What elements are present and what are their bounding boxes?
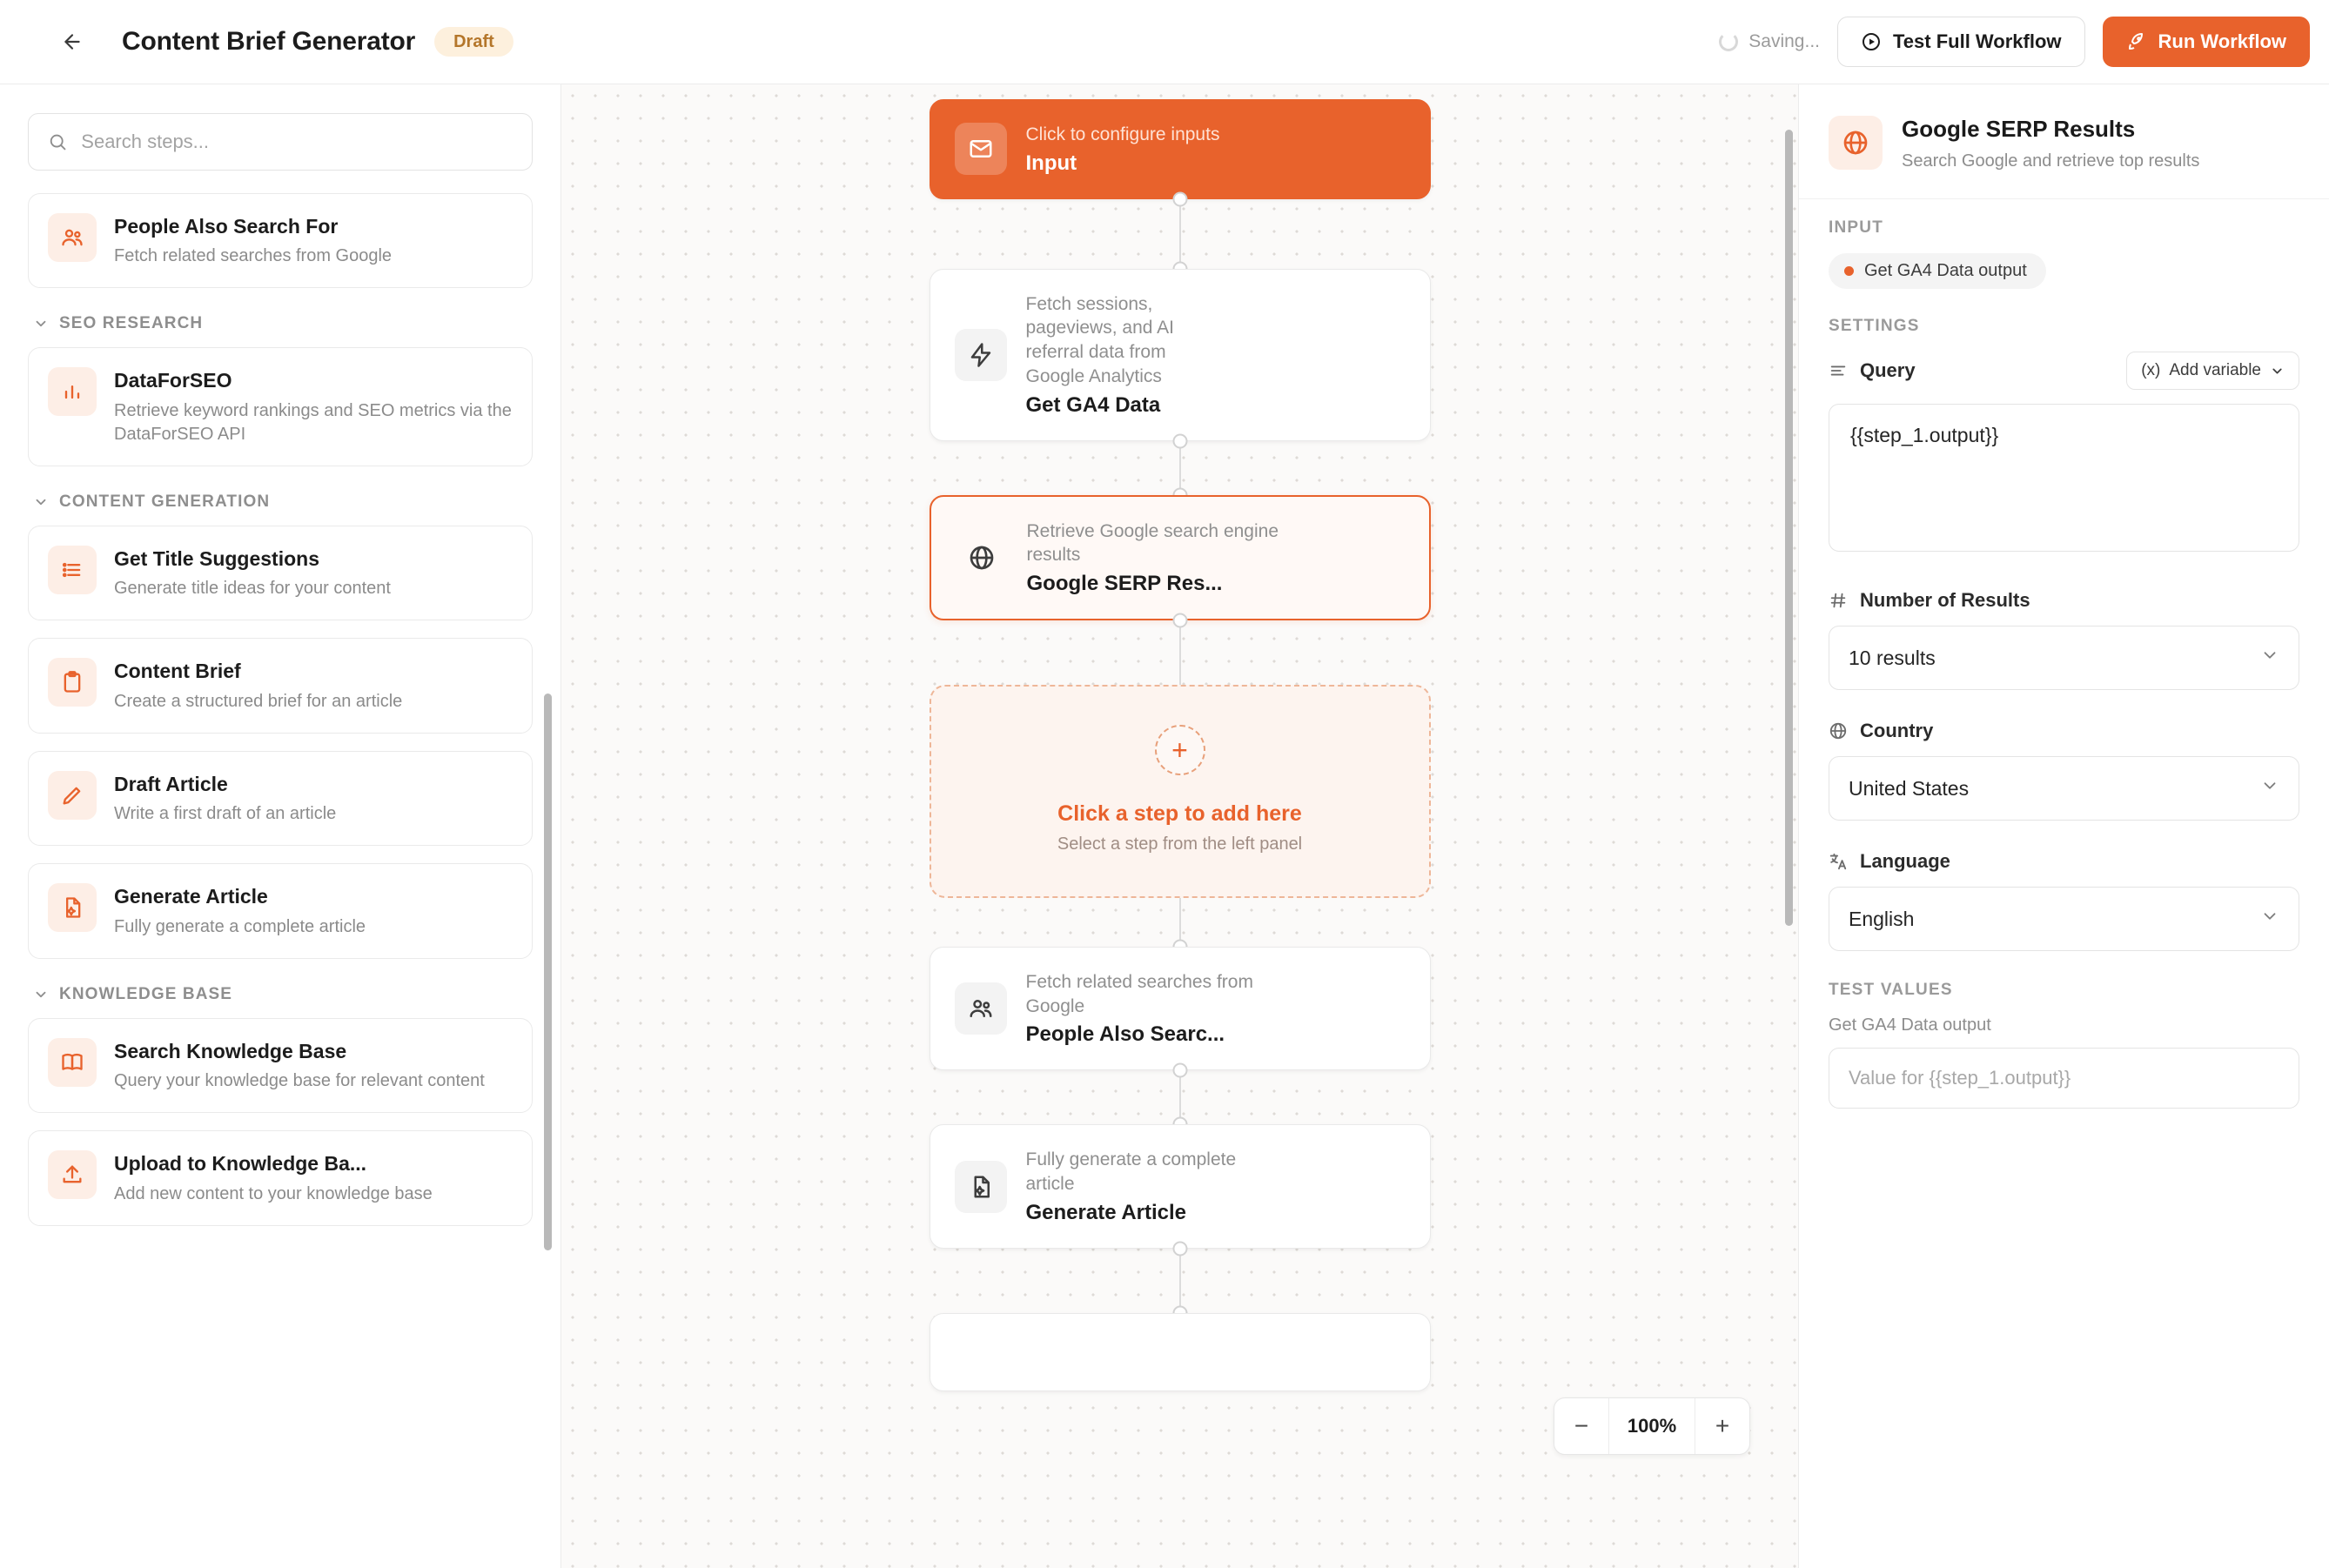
country-label: [1829, 720, 2299, 742]
lightning-icon: [955, 329, 1007, 381]
saving-label: Saving...: [1748, 31, 1820, 51]
chevron-down-icon: [2260, 776, 2279, 801]
document-spark-icon: [955, 1161, 1007, 1213]
list-item-desc: Write a first draft of an article: [114, 804, 337, 824]
inspector-body: [1799, 199, 2329, 1568]
section-header-knowledge-base[interactable]: [33, 985, 533, 1004]
pencil-icon: [48, 771, 97, 820]
list-item-title: People Also Search For: [114, 215, 339, 238]
canvas-scrollbar[interactable]: [1785, 130, 1793, 926]
number-of-results-label: [1829, 589, 2299, 612]
test-full-workflow-label: Test Full Workflow: [1893, 30, 2062, 52]
people-icon: [955, 982, 1007, 1035]
inbox-icon: [955, 123, 1007, 175]
connector: [1179, 441, 1181, 495]
node-subtitle: Click to configure inputs: [1025, 124, 1220, 144]
list-item[interactable]: [28, 1018, 533, 1113]
text-lines-icon: [1829, 361, 1848, 380]
test-value-input[interactable]: [1829, 1048, 2299, 1109]
country-label-text: Country: [1860, 720, 1934, 741]
list-item[interactable]: [28, 193, 533, 288]
search-icon: [48, 131, 67, 152]
back-button[interactable]: [52, 22, 92, 62]
list-item-desc: Generate title ideas for your content: [114, 579, 391, 599]
connector: [1179, 898, 1181, 947]
number-of-results-select[interactable]: [1829, 626, 2299, 690]
node-text: [1027, 519, 1288, 596]
dropzone-title: Click a step to add here: [1057, 801, 1302, 827]
list-item-text: [114, 883, 366, 938]
list-icon: [48, 546, 97, 594]
step-inspector-panel: [1798, 84, 2329, 1568]
inspector-subtitle: Search Google and retrieve top results: [1902, 151, 2200, 171]
workflow-node-generate-article[interactable]: [930, 1124, 1431, 1248]
language-value: English: [1849, 907, 1915, 930]
add-step-dropzone[interactable]: [930, 685, 1431, 898]
number-of-results-value: 10 results: [1849, 646, 1936, 669]
status-dot-icon: [1844, 266, 1854, 276]
number-of-results-label-text: Number of Results: [1860, 589, 2030, 611]
dropzone-subtitle: Select a step from the left panel: [1057, 834, 1303, 854]
upload-icon: [48, 1150, 97, 1199]
rocket-icon: [2126, 31, 2147, 52]
connector: [1179, 1249, 1181, 1313]
input-group-label: INPUT: [1829, 218, 1883, 237]
section-label: SEO RESEARCH: [59, 314, 204, 333]
query-textarea[interactable]: [1829, 404, 2299, 552]
list-item-text: [114, 546, 391, 600]
node-title: Generate Article: [1025, 1200, 1187, 1224]
inspector-header-text: [1902, 116, 2199, 172]
clipboard-icon: [48, 658, 97, 707]
list-item-title: Upload to Knowledge Ba...: [114, 1152, 367, 1176]
query-field-row: [1829, 352, 2299, 390]
workflow-flow: [930, 84, 1431, 1391]
run-workflow-button[interactable]: [2103, 17, 2310, 67]
connector-dot[interactable]: [1172, 191, 1187, 206]
arrow-left-icon: [61, 30, 84, 53]
list-item[interactable]: [28, 751, 533, 846]
list-item-text: [114, 771, 336, 826]
language-label-text: Language: [1860, 850, 1950, 872]
globe-icon: [1829, 116, 1883, 170]
page-title: Content Brief Generator: [122, 27, 416, 56]
node-subtitle: Fetch related searches from Google: [1025, 972, 1253, 1016]
list-item-title: Content Brief: [114, 660, 241, 683]
section-header-seo-research[interactable]: [33, 314, 533, 333]
chevron-down-icon: [33, 316, 49, 332]
country-select[interactable]: [1829, 756, 2299, 821]
node-text: [1026, 123, 1220, 176]
node-subtitle: Retrieve Google search engine results: [1026, 520, 1279, 566]
globe-icon: [1829, 721, 1848, 740]
top-bar-actions: [1719, 17, 2310, 67]
workflow-canvas[interactable]: [561, 84, 1798, 1568]
list-item-desc: Fetch related searches from Google: [114, 246, 393, 266]
list-item-desc: Create a structured brief for an article: [114, 691, 403, 711]
search-input[interactable]: [81, 131, 513, 153]
node-subtitle: Fully generate a complete article: [1025, 1149, 1237, 1195]
inspector-title: Google SERP Results: [1902, 116, 2136, 142]
spinner-icon: [1719, 32, 1738, 51]
connector: [1179, 620, 1181, 685]
settings-group-label: SETTINGS: [1829, 317, 1920, 335]
globe-icon: [956, 532, 1008, 584]
list-item-title: Draft Article: [114, 772, 228, 795]
connector: [1179, 199, 1181, 269]
chevron-down-icon: [2260, 646, 2279, 670]
node-subtitle: Fetch sessions, pageviews, and AI referral data from Google Analytics: [1025, 293, 1174, 386]
add-variable-button[interactable]: [2126, 352, 2299, 390]
workflow-node-input[interactable]: [930, 99, 1431, 199]
translate-icon: [1829, 852, 1848, 871]
node-text: [1026, 1148, 1244, 1224]
play-circle-icon: [1861, 31, 1882, 52]
list-item-desc: Query your knowledge base for relevant content: [114, 1071, 485, 1091]
node-text: [1026, 970, 1261, 1047]
list-item-title: Get Title Suggestions: [114, 546, 319, 570]
node-text: [1026, 292, 1226, 418]
node-title: People Also Searc...: [1025, 1022, 1225, 1047]
list-item-title: Search Knowledge Base: [114, 1039, 347, 1062]
query-label: [1829, 359, 1916, 382]
list-item[interactable]: [28, 1130, 533, 1225]
list-item-text: [114, 1038, 485, 1093]
add-variable-prefix: (x): [2141, 361, 2161, 379]
sidebar-scrollbar[interactable]: [544, 694, 552, 1250]
list-item[interactable]: [28, 638, 533, 733]
top-bar: [0, 0, 2329, 84]
query-label-text: Query: [1860, 359, 1916, 381]
list-item-desc: Add new content to your knowledge base: [114, 1183, 433, 1203]
connector-dot[interactable]: [1172, 1063, 1187, 1078]
list-item-title: Generate Article: [114, 885, 268, 908]
zoom-in-button[interactable]: +: [1715, 1412, 1730, 1439]
connector-dot[interactable]: [1172, 433, 1187, 448]
chevron-down-icon: [2270, 364, 2285, 379]
workflow-node-google-serp-results[interactable]: [930, 495, 1431, 620]
list-item-text: [114, 367, 513, 446]
chevron-down-icon: [33, 494, 49, 510]
input-source-label: Get GA4 Data output: [1864, 261, 2027, 280]
connector-dot[interactable]: [1172, 613, 1187, 628]
list-item[interactable]: [28, 347, 533, 466]
document-spark-icon: [48, 883, 97, 932]
connector-dot[interactable]: [1172, 1241, 1187, 1256]
list-item-title: DataForSEO: [114, 369, 232, 392]
section-label: CONTENT GENERATION: [59, 492, 271, 511]
list-item-desc: Fully generate a complete article: [114, 916, 366, 936]
add-variable-label: Add variable: [2169, 361, 2261, 379]
hash-icon: [1829, 591, 1848, 610]
chevron-down-icon: [33, 987, 49, 1002]
zoom-controls: [1554, 1397, 1750, 1455]
list-item-text: [114, 658, 402, 713]
test-full-workflow-button[interactable]: [1837, 17, 2085, 67]
workflow-node-get-ga4-data[interactable]: [930, 269, 1431, 441]
list-item[interactable]: [28, 863, 533, 958]
steps-sidebar: [0, 84, 561, 1568]
list-item-desc: Retrieve keyword rankings and SEO metrics via the DataForSEO API: [114, 400, 512, 444]
list-item[interactable]: [28, 526, 533, 620]
connector: [1179, 1070, 1181, 1124]
chevron-down-icon: [2260, 907, 2279, 931]
zoom-level: 100%: [1608, 1398, 1695, 1454]
zoom-out-button[interactable]: −: [1574, 1412, 1589, 1439]
node-title: Google SERP Res...: [1026, 572, 1223, 596]
list-item-text: [114, 213, 392, 268]
language-label: [1829, 850, 2299, 873]
people-icon: [48, 213, 97, 262]
title-area: [122, 27, 513, 57]
bar-chart-icon: [48, 367, 97, 416]
search-steps-area: [0, 84, 560, 190]
steps-list[interactable]: [0, 190, 560, 1568]
workflow-node-people-also-search[interactable]: [930, 947, 1431, 1070]
workflow-node-partial[interactable]: [930, 1313, 1431, 1391]
run-workflow-label: Run Workflow: [2158, 30, 2286, 52]
test-values-group-label: TEST VALUES: [1829, 981, 1953, 999]
list-item-text: [114, 1150, 433, 1205]
country-value: United States: [1849, 776, 1970, 800]
plus-icon[interactable]: +: [1155, 725, 1205, 775]
book-icon: [48, 1038, 97, 1087]
section-label: KNOWLEDGE BASE: [59, 984, 233, 1003]
node-title: Input: [1025, 151, 1077, 175]
main-body: [0, 84, 2329, 1568]
inspector-header: [1799, 84, 2329, 199]
node-title: Get GA4 Data: [1025, 392, 1161, 417]
search-box[interactable]: [28, 113, 533, 171]
test-value-field-label: Get GA4 Data output: [1829, 1015, 1991, 1035]
status-badge: Draft: [434, 27, 513, 57]
section-header-content-generation[interactable]: [33, 493, 533, 512]
language-select[interactable]: [1829, 887, 2299, 951]
saving-indicator: [1719, 31, 1820, 52]
input-source-chip[interactable]: [1829, 253, 2046, 289]
